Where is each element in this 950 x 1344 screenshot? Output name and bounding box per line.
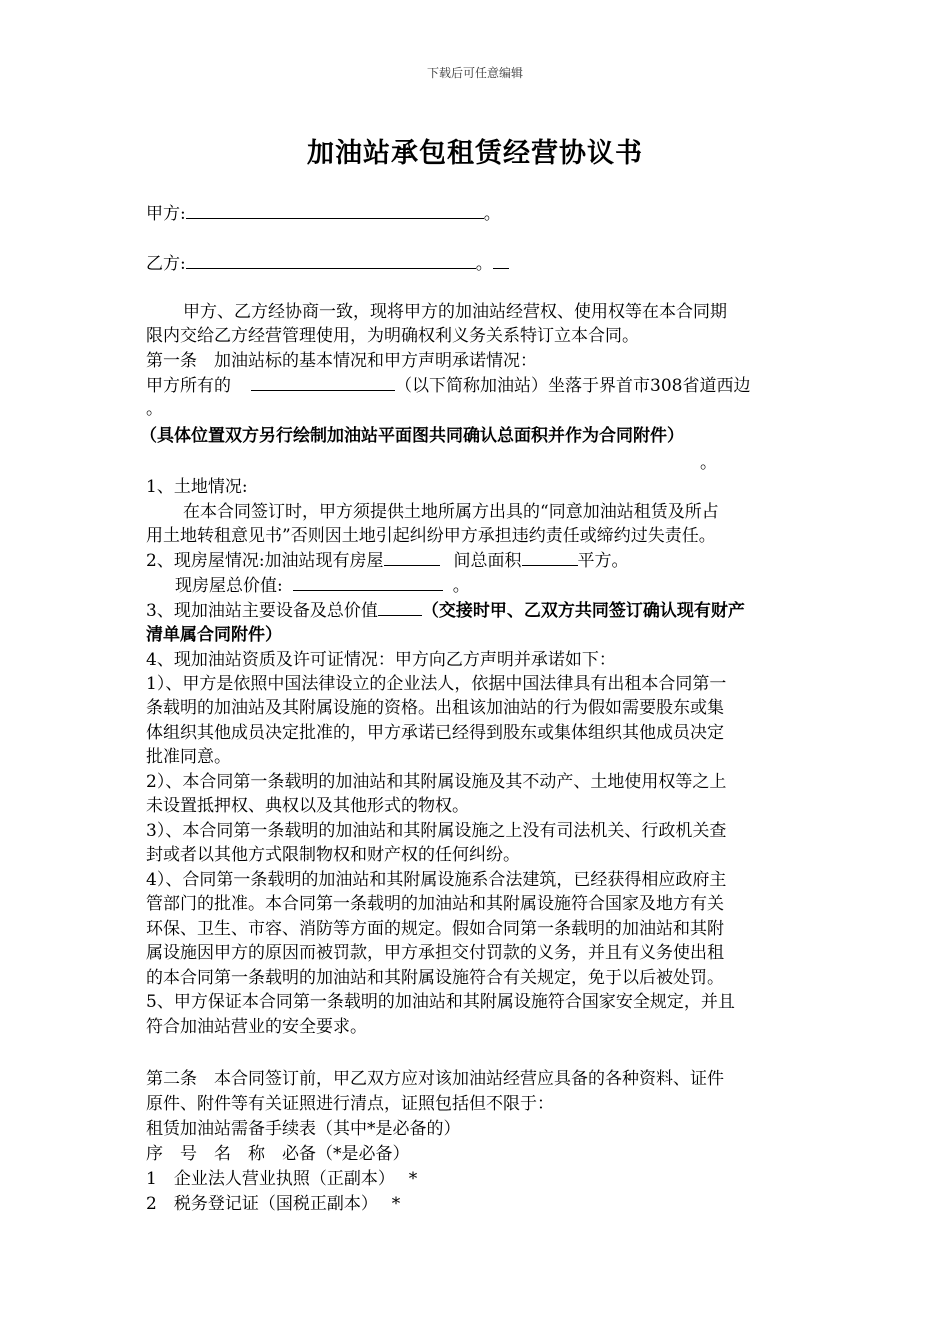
article-two-line: 第二条 本合同签订前，甲乙双方应对该加油站经营应具备的各种资料、证件 [146, 1069, 724, 1089]
intro-line: 甲方、乙方经协商一致，现将甲方的加油站经营权、使用权等在本合同期 [183, 302, 727, 322]
article-heading: 第一条 加油站标的基本情况和甲方声明承诺情况： [146, 351, 537, 371]
house-line: 2、现房屋情况:加油站现有房屋 间总面积 平方。 [146, 551, 629, 571]
equipment-value-blank[interactable] [378, 599, 422, 616]
clause-line: 3）、本合同第一条载明的加油站和其附属设施之上没有司法机关、行政机关查 [146, 821, 727, 841]
house-area-blank[interactable] [522, 549, 578, 566]
land-heading: 1、土地情况: [146, 477, 248, 497]
bold-note: （具体位置双方另行绘制加油站平面图共同确认总面积并作为合同附件） [140, 426, 684, 446]
article-two-line: 原件、附件等有关证照进行清点，证照包括但不限于： [146, 1094, 554, 1114]
party-b-blank[interactable] [186, 252, 476, 269]
table-header: 序 号 名 称 必备（*是必备） [146, 1144, 410, 1164]
clause-line: 4）、合同第一条载明的加油站和其附属设施系合法建筑，已经获得相应政府主 [146, 870, 727, 890]
station-name-blank[interactable] [251, 374, 395, 391]
clause-line: 管部门的批准。本合同第一条载明的加油站和其附属设施符合国家及地方有关 [146, 894, 724, 914]
clause-line: 封或者以其他方式限制物权和财产权的任何纠纷。 [146, 845, 520, 865]
table-row: 2 税务登记证（国税正副本） * [146, 1194, 401, 1214]
land-line: 用土地转租意见书”否则因土地引起纠纷甲方承担违约责任或缔约过失责任。 [146, 526, 716, 546]
clause-line: 体组织其他成员决定批准的，甲方承诺已经得到股东或集体组织其他成员决定 [146, 723, 724, 743]
table-row: 1 企业法人营业执照（正副本） * [146, 1169, 418, 1189]
house-value-blank[interactable] [293, 574, 443, 591]
clause-line: 的本合同第一条载明的加油站和其附属设施符合有关规定，免于以后被处罚。 [146, 968, 724, 988]
clause-line: 属设施因甲方的原因而被罚款，甲方承担交付罚款的义务，并且有义务使出租 [146, 943, 724, 963]
clause-line: 5、甲方保证本合同第一条载明的加油站和其附属设施符合国家安全规定，并且 [146, 992, 735, 1012]
party-a-blank[interactable] [186, 202, 484, 219]
land-line: 在本合同签订时，甲方须提供土地所属方出具的“同意加油站租赁及所占 [183, 502, 719, 522]
clause-line: 未设置抵押权、典权以及其他形式的物权。 [146, 796, 469, 816]
equipment-line: 清单属合同附件） [146, 625, 282, 645]
owned-line-end: 。 [146, 399, 163, 419]
page-header: 下载后可任意编辑 [426, 66, 523, 80]
page-title: 加油站承包租赁经营协议书 [307, 138, 643, 169]
party-b-label: 乙方: [146, 254, 186, 274]
house-count-blank[interactable] [384, 549, 440, 566]
clause-line: 批准同意。 [146, 747, 231, 767]
party-b-line: 乙方: 。 [146, 252, 509, 275]
clause-line: 1）、甲方是依照中国法律设立的企业法人，依据中国法律具有出租本合同第一 [146, 674, 727, 694]
clause-line: 环保、卫生、市容、消防等方面的规定。假如合同第一条载明的加油站和其附 [146, 919, 724, 939]
equipment-line: 3、现加油站主要设备及总价值 （交接时甲、乙双方共同签订确认现有财产 [146, 601, 745, 621]
qualification-heading: 4、现加油站资质及许可证情况：甲方向乙方声明并承诺如下： [146, 650, 616, 670]
intro-line: 限内交给乙方经营管理使用，为明确权利义务关系特订立本合同。 [146, 326, 639, 346]
owned-line: 甲方所有的 （以下简称加油站）坐落于界首市308省道西边 [146, 376, 751, 396]
clause-line: 符合加油站营业的安全要求。 [146, 1017, 367, 1037]
house-value-line: 现房屋总价值: 。 [175, 576, 470, 596]
party-a-label: 甲方: [146, 204, 186, 224]
article-two-line: 租赁加油站需备手续表（其中*是必备的） [146, 1119, 461, 1139]
clause-line: 条载明的加油站及其附属设施的资格。出租该加油站的行为假如需要股东或集 [146, 698, 724, 718]
clause-line: 2）、本合同第一条载明的加油站和其附属设施及其不动产、土地使用权等之上 [146, 772, 727, 792]
note-period: 。 [700, 453, 717, 473]
party-a-line: 甲方: 。 [146, 204, 501, 224]
